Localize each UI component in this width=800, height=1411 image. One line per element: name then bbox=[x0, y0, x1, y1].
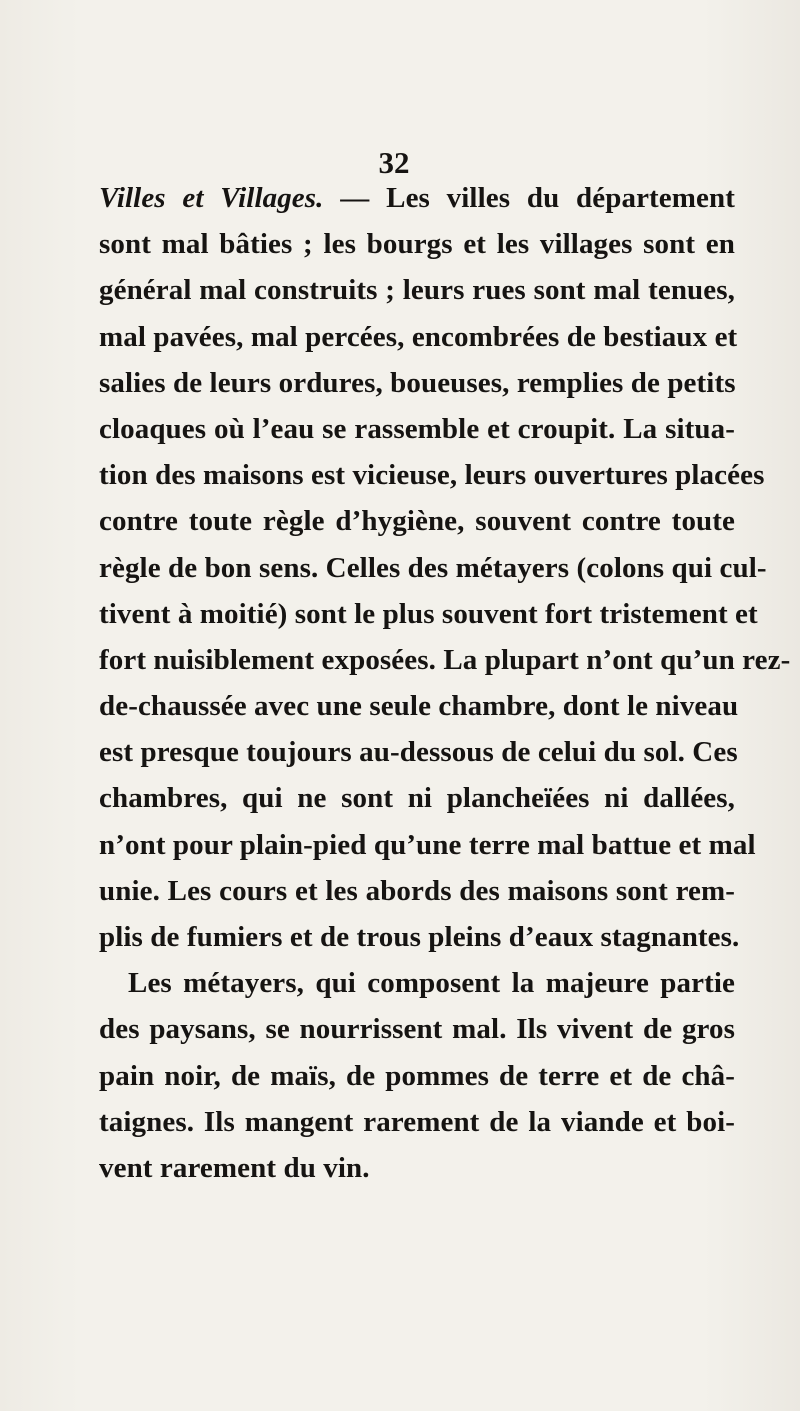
text-line: pain noir, de maïs, de pommes de terre et de châ- bbox=[99, 1059, 735, 1092]
text-line: fort nuisiblement exposées. La plupart n’ont qu’un rez- bbox=[99, 643, 791, 676]
text-line: des paysans, se nourrissent mal. Ils vivent de gros bbox=[99, 1013, 735, 1046]
text-line: n’ont pour plain-pied qu’une terre mal battue et mal bbox=[99, 828, 756, 861]
text-line: tivent à moitié) sont le plus souvent fort tristement et bbox=[99, 597, 758, 630]
text-line: sont mal bâties ; les bourgs et les villages sont en bbox=[99, 228, 735, 261]
body-text bbox=[99, 175, 791, 1191]
page-number: 32 bbox=[378, 145, 410, 180]
text-line: contre toute règle d’hygiène, souvent contre toute bbox=[99, 505, 735, 538]
text-line: est presque toujours au-dessous de celui du sol. Ces bbox=[99, 736, 738, 769]
text-line: chambres, qui ne sont ni plancheïées ni dallées, bbox=[99, 782, 735, 815]
text-line: général mal construits ; leurs rues sont mal tenues, bbox=[99, 274, 735, 307]
text-line: unie. Les cours et les abords des maisons sont rem- bbox=[99, 874, 735, 907]
text-line: mal pavées, mal percées, encombrées de bestiaux et bbox=[99, 320, 738, 353]
text-line: taignes. Ils mangent rarement de la viande et boi- bbox=[99, 1105, 735, 1138]
text-line: vent rarement du vin. bbox=[99, 1151, 370, 1184]
text-line: règle de bon sens. Celles des métayers (colons qui cul- bbox=[99, 551, 767, 584]
text-line: Les métayers, qui composent la majeure partie bbox=[128, 967, 735, 1000]
text-line-content: — Les villes du département bbox=[323, 182, 735, 214]
text-line: tion des maisons est vicieuse, leurs ouvertures placées bbox=[99, 459, 765, 492]
text-line: plis de fumiers et de trous pleins d’eaux stagnantes. bbox=[99, 921, 740, 953]
section-heading: Villes et Villages. bbox=[99, 182, 324, 214]
text-line: salies de leurs ordures, boueuses, remplies de petits bbox=[99, 366, 736, 399]
text-line: cloaques où l’eau se rassemble et croupit. La situa- bbox=[99, 412, 735, 445]
text-line: de-chaussée avec une seule chambre, dont le niveau bbox=[99, 690, 739, 723]
text-line bbox=[99, 175, 735, 221]
